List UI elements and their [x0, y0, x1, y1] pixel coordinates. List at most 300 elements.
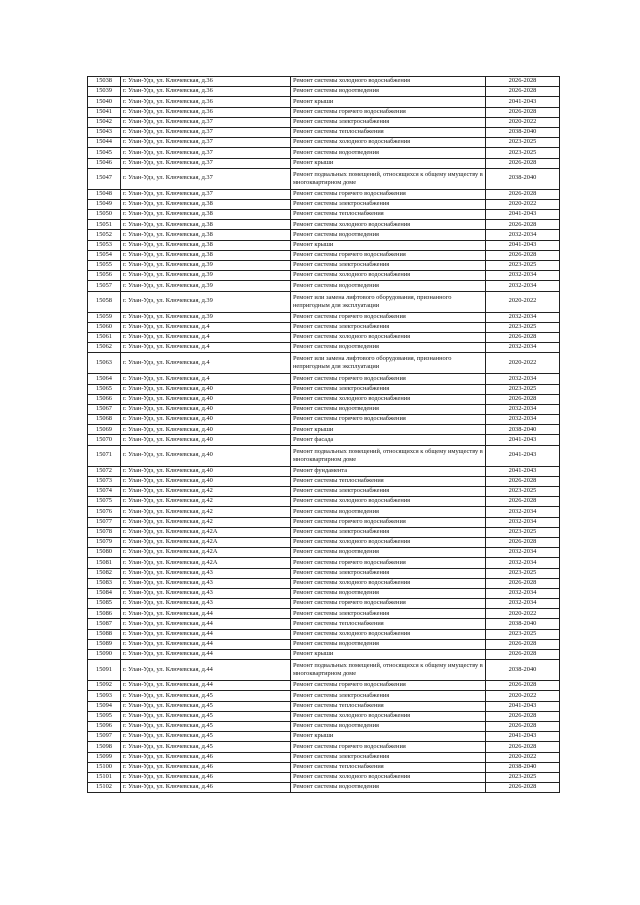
period-cell: 2032-2034: [486, 517, 560, 527]
period-cell: 2032-2034: [486, 281, 560, 291]
address-cell: г. Улан-Удэ, ул. Ключевская, д.42: [121, 517, 291, 527]
row-number: 15096: [88, 721, 121, 731]
period-cell: 2023-2025: [486, 261, 560, 271]
table-row: [88, 783, 560, 793]
address-cell: г. Улан-Удэ, ул. Ключевская, д.4: [121, 332, 291, 342]
row-number: 15102: [88, 783, 121, 793]
period-cell: 2032-2034: [486, 415, 560, 425]
address-cell: г. Улан-Удэ, ул. Ключевская, д.37: [121, 117, 291, 127]
row-number: 15048: [88, 189, 121, 199]
row-number: 15072: [88, 466, 121, 476]
work-type-cell: Ремонт системы электроснабжения: [291, 568, 486, 578]
address-cell: г. Улан-Удэ, ул. Ключевская, д.42: [121, 497, 291, 507]
table-row: [88, 537, 560, 547]
table-row: [88, 343, 560, 353]
row-number: 15089: [88, 639, 121, 649]
table-row: [88, 374, 560, 384]
address-cell: г. Улан-Удэ, ул. Ключевская, д.40: [121, 466, 291, 476]
period-cell: 2026-2028: [486, 107, 560, 117]
address-cell: г. Улан-Удэ, ул. Ключевская, д.38: [121, 250, 291, 260]
period-cell: 2023-2025: [486, 148, 560, 158]
period-cell: 2020-2022: [486, 291, 560, 312]
table-row: [88, 127, 560, 137]
address-cell: г. Улан-Удэ, ул. Ключевская, д.43: [121, 568, 291, 578]
row-number: 15064: [88, 374, 121, 384]
address-cell: г. Улан-Удэ, ул. Ключевская, д.42А: [121, 537, 291, 547]
address-cell: г. Улан-Удэ, ул. Ключевская, д.4: [121, 374, 291, 384]
table-row: [88, 548, 560, 558]
row-number: 15077: [88, 517, 121, 527]
row-number: 15076: [88, 507, 121, 517]
work-type-cell: Ремонт крыши: [291, 425, 486, 435]
row-number: 15098: [88, 742, 121, 752]
period-cell: 2041-2043: [486, 732, 560, 742]
work-type-cell: Ремонт системы холодного водоснабжения: [291, 711, 486, 721]
period-cell: 2032-2034: [486, 588, 560, 598]
period-cell: 2038-2040: [486, 660, 560, 681]
table-row: [88, 261, 560, 271]
period-cell: 2023-2025: [486, 322, 560, 332]
work-type-cell: Ремонт крыши: [291, 97, 486, 107]
row-number: 15100: [88, 762, 121, 772]
address-cell: г. Улан-Удэ, ул. Ключевская, д.36: [121, 87, 291, 97]
row-number: 15071: [88, 445, 121, 466]
table-row: [88, 312, 560, 322]
table-row: [88, 87, 560, 97]
work-type-cell: Ремонт системы электроснабжения: [291, 527, 486, 537]
work-type-cell: Ремонт системы холодного водоснабжения: [291, 772, 486, 782]
address-cell: г. Улан-Удэ, ул. Ключевская, д.4: [121, 322, 291, 332]
table-row: [88, 322, 560, 332]
work-type-cell: Ремонт системы водоотведения: [291, 507, 486, 517]
work-type-cell: Ремонт системы водоотведения: [291, 87, 486, 97]
work-type-cell: Ремонт системы горячего водоснабжения: [291, 517, 486, 527]
repair-schedule-table: [87, 76, 560, 793]
work-type-cell: Ремонт системы электроснабжения: [291, 752, 486, 762]
period-cell: 2041-2043: [486, 97, 560, 107]
period-cell: 2026-2028: [486, 189, 560, 199]
table-row: [88, 507, 560, 517]
period-cell: 2032-2034: [486, 558, 560, 568]
work-type-cell: Ремонт подвальных помещений, относящихся к общему имуществу в многоквартирном доме: [291, 445, 486, 466]
row-number: 15051: [88, 220, 121, 230]
work-type-cell: Ремонт системы горячего водоснабжения: [291, 599, 486, 609]
work-type-cell: Ремонт системы электроснабжения: [291, 487, 486, 497]
address-cell: г. Улан-Удэ, ул. Ключевская, д.42А: [121, 527, 291, 537]
work-type-cell: Ремонт системы водоотведения: [291, 639, 486, 649]
work-type-cell: Ремонт системы электроснабжения: [291, 609, 486, 619]
work-type-cell: Ремонт системы электроснабжения: [291, 322, 486, 332]
address-cell: г. Улан-Удэ, ул. Ключевская, д.40: [121, 394, 291, 404]
period-cell: 2041-2043: [486, 466, 560, 476]
period-cell: 2026-2028: [486, 681, 560, 691]
row-number: 15052: [88, 230, 121, 240]
period-cell: 2020-2022: [486, 199, 560, 209]
work-type-cell: Ремонт системы горячего водоснабжения: [291, 558, 486, 568]
table-row: [88, 148, 560, 158]
row-number: 15043: [88, 127, 121, 137]
work-type-cell: Ремонт системы теплоснабжения: [291, 127, 486, 137]
address-cell: г. Улан-Удэ, ул. Ключевская, д.37: [121, 158, 291, 168]
table-row: [88, 250, 560, 260]
row-number: 15045: [88, 148, 121, 158]
work-type-cell: Ремонт системы водоотведения: [291, 343, 486, 353]
period-cell: 2041-2043: [486, 445, 560, 466]
row-number: 15097: [88, 732, 121, 742]
address-cell: г. Улан-Удэ, ул. Ключевская, д.43: [121, 578, 291, 588]
table-row: [88, 639, 560, 649]
address-cell: г. Улан-Удэ, ул. Ключевская, д.40: [121, 476, 291, 486]
row-number: 15042: [88, 117, 121, 127]
work-type-cell: Ремонт системы электроснабжения: [291, 384, 486, 394]
period-cell: 2026-2028: [486, 220, 560, 230]
period-cell: 2026-2028: [486, 158, 560, 168]
period-cell: 2041-2043: [486, 435, 560, 445]
row-number: 15093: [88, 691, 121, 701]
address-cell: г. Улан-Удэ, ул. Ключевская, д.42: [121, 507, 291, 517]
period-cell: 2026-2028: [486, 711, 560, 721]
table-row: [88, 629, 560, 639]
period-cell: 2023-2025: [486, 487, 560, 497]
row-number: 15049: [88, 199, 121, 209]
row-number: 15069: [88, 425, 121, 435]
period-cell: 2041-2043: [486, 240, 560, 250]
work-type-cell: Ремонт системы холодного водоснабжения: [291, 271, 486, 281]
work-type-cell: Ремонт системы холодного водоснабжения: [291, 220, 486, 230]
row-number: 15060: [88, 322, 121, 332]
row-number: 15057: [88, 281, 121, 291]
work-type-cell: Ремонт системы горячего водоснабжения: [291, 189, 486, 199]
period-cell: 2038-2040: [486, 762, 560, 772]
table-row: [88, 742, 560, 752]
work-type-cell: Ремонт системы горячего водоснабжения: [291, 312, 486, 322]
table-row: [88, 752, 560, 762]
table-row: [88, 117, 560, 127]
work-type-cell: Ремонт системы теплоснабжения: [291, 619, 486, 629]
period-cell: 2026-2028: [486, 332, 560, 342]
row-number: 15095: [88, 711, 121, 721]
period-cell: 2041-2043: [486, 210, 560, 220]
row-number: 15055: [88, 261, 121, 271]
address-cell: г. Улан-Удэ, ул. Ключевская, д.40: [121, 415, 291, 425]
table-row: [88, 466, 560, 476]
work-type-cell: Ремонт системы горячего водоснабжения: [291, 107, 486, 117]
address-cell: г. Улан-Удэ, ул. Ключевская, д.36: [121, 77, 291, 87]
row-number: 15091: [88, 660, 121, 681]
period-cell: 2020-2022: [486, 752, 560, 762]
address-cell: г. Улан-Удэ, ул. Ключевская, д.39: [121, 261, 291, 271]
row-number: 15073: [88, 476, 121, 486]
work-type-cell: Ремонт системы электроснабжения: [291, 117, 486, 127]
address-cell: г. Улан-Удэ, ул. Ключевская, д.44: [121, 629, 291, 639]
table-row: [88, 415, 560, 425]
row-number: 15053: [88, 240, 121, 250]
work-type-cell: Ремонт крыши: [291, 650, 486, 660]
work-type-cell: Ремонт системы электроснабжения: [291, 199, 486, 209]
table-row: [88, 425, 560, 435]
period-cell: 2038-2040: [486, 619, 560, 629]
period-cell: 2038-2040: [486, 168, 560, 189]
address-cell: г. Улан-Удэ, ул. Ключевская, д.46: [121, 752, 291, 762]
address-cell: г. Улан-Удэ, ул. Ключевская, д.4: [121, 343, 291, 353]
work-type-cell: Ремонт подвальных помещений, относящихся к общему имуществу в многоквартирном доме: [291, 168, 486, 189]
period-cell: 2032-2034: [486, 374, 560, 384]
address-cell: г. Улан-Удэ, ул. Ключевская, д.40: [121, 435, 291, 445]
work-type-cell: Ремонт крыши: [291, 158, 486, 168]
row-number: 15080: [88, 548, 121, 558]
table-row: [88, 189, 560, 199]
period-cell: 2026-2028: [486, 783, 560, 793]
address-cell: г. Улан-Удэ, ул. Ключевская, д.38: [121, 240, 291, 250]
table-row: [88, 691, 560, 701]
table-row: [88, 138, 560, 148]
period-cell: 2026-2028: [486, 497, 560, 507]
table-row: [88, 588, 560, 598]
work-type-cell: Ремонт или замена лифтового оборудования, признанного непригодным для эксплуатации: [291, 353, 486, 374]
table-row: [88, 619, 560, 629]
period-cell: 2023-2025: [486, 138, 560, 148]
table-row: [88, 445, 560, 466]
row-number: 15040: [88, 97, 121, 107]
row-number: 15066: [88, 394, 121, 404]
work-type-cell: Ремонт фасада: [291, 435, 486, 445]
period-cell: 2023-2025: [486, 772, 560, 782]
work-type-cell: Ремонт системы электроснабжения: [291, 691, 486, 701]
work-type-cell: Ремонт системы теплоснабжения: [291, 476, 486, 486]
work-type-cell: Ремонт системы электроснабжения: [291, 261, 486, 271]
work-type-cell: Ремонт системы холодного водоснабжения: [291, 537, 486, 547]
period-cell: 2026-2028: [486, 639, 560, 649]
address-cell: г. Улан-Удэ, ул. Ключевская, д.4: [121, 353, 291, 374]
row-number: 15062: [88, 343, 121, 353]
address-cell: г. Улан-Удэ, ул. Ключевская, д.37: [121, 168, 291, 189]
work-type-cell: Ремонт системы холодного водоснабжения: [291, 77, 486, 87]
work-type-cell: Ремонт системы водоотведения: [291, 230, 486, 240]
row-number: 15101: [88, 772, 121, 782]
row-number: 15054: [88, 250, 121, 260]
work-type-cell: Ремонт системы теплоснабжения: [291, 210, 486, 220]
row-number: 15087: [88, 619, 121, 629]
address-cell: г. Улан-Удэ, ул. Ключевская, д.38: [121, 230, 291, 240]
row-number: 15094: [88, 701, 121, 711]
table-row: [88, 660, 560, 681]
table-row: [88, 353, 560, 374]
address-cell: г. Улан-Удэ, ул. Ключевская, д.46: [121, 783, 291, 793]
address-cell: г. Улан-Удэ, ул. Ключевская, д.36: [121, 107, 291, 117]
period-cell: 2026-2028: [486, 742, 560, 752]
table-row: [88, 497, 560, 507]
address-cell: г. Улан-Удэ, ул. Ключевская, д.44: [121, 660, 291, 681]
table-row: [88, 158, 560, 168]
address-cell: г. Улан-Удэ, ул. Ключевская, д.44: [121, 639, 291, 649]
table-row: [88, 291, 560, 312]
work-type-cell: Ремонт системы холодного водоснабжения: [291, 578, 486, 588]
table-row: [88, 527, 560, 537]
row-number: 15067: [88, 404, 121, 414]
table-row: [88, 721, 560, 731]
row-number: 15065: [88, 384, 121, 394]
period-cell: 2032-2034: [486, 230, 560, 240]
period-cell: 2032-2034: [486, 507, 560, 517]
table-row: [88, 281, 560, 291]
table-row: [88, 578, 560, 588]
row-number: 15081: [88, 558, 121, 568]
table-row: [88, 711, 560, 721]
row-number: 15046: [88, 158, 121, 168]
period-cell: 2032-2034: [486, 404, 560, 414]
address-cell: г. Улан-Удэ, ул. Ключевская, д.45: [121, 721, 291, 731]
table-row: [88, 394, 560, 404]
row-number: 15083: [88, 578, 121, 588]
period-cell: 2023-2025: [486, 568, 560, 578]
period-cell: 2026-2028: [486, 537, 560, 547]
address-cell: г. Улан-Удэ, ул. Ключевская, д.39: [121, 312, 291, 322]
row-number: 15061: [88, 332, 121, 342]
period-cell: 2026-2028: [486, 77, 560, 87]
row-number: 15086: [88, 609, 121, 619]
work-type-cell: Ремонт системы горячего водоснабжения: [291, 681, 486, 691]
work-type-cell: Ремонт фундамента: [291, 466, 486, 476]
table-row: [88, 599, 560, 609]
work-type-cell: Ремонт системы холодного водоснабжения: [291, 332, 486, 342]
table-row: [88, 199, 560, 209]
work-type-cell: Ремонт системы теплоснабжения: [291, 701, 486, 711]
row-number: 15050: [88, 210, 121, 220]
work-type-cell: Ремонт системы водоотведения: [291, 404, 486, 414]
address-cell: г. Улан-Удэ, ул. Ключевская, д.37: [121, 127, 291, 137]
period-cell: 2026-2028: [486, 650, 560, 660]
row-number: 15059: [88, 312, 121, 322]
address-cell: г. Улан-Удэ, ул. Ключевская, д.42А: [121, 558, 291, 568]
period-cell: 2026-2028: [486, 578, 560, 588]
address-cell: г. Улан-Удэ, ул. Ключевская, д.36: [121, 97, 291, 107]
table-row: [88, 271, 560, 281]
work-type-cell: Ремонт системы водоотведения: [291, 148, 486, 158]
work-type-cell: Ремонт крыши: [291, 240, 486, 250]
address-cell: г. Улан-Удэ, ул. Ключевская, д.42А: [121, 548, 291, 558]
row-number: 15058: [88, 291, 121, 312]
address-cell: г. Улан-Удэ, ул. Ключевская, д.46: [121, 762, 291, 772]
table-body: [88, 77, 560, 793]
address-cell: г. Улан-Удэ, ул. Ключевская, д.44: [121, 619, 291, 629]
work-type-cell: Ремонт системы горячего водоснабжения: [291, 250, 486, 260]
table-row: [88, 762, 560, 772]
address-cell: г. Улан-Удэ, ул. Ключевская, д.39: [121, 281, 291, 291]
address-cell: г. Улан-Удэ, ул. Ключевская, д.37: [121, 189, 291, 199]
table-row: [88, 609, 560, 619]
period-cell: 2020-2022: [486, 117, 560, 127]
work-type-cell: Ремонт системы холодного водоснабжения: [291, 497, 486, 507]
address-cell: г. Улан-Удэ, ул. Ключевская, д.37: [121, 138, 291, 148]
work-type-cell: Ремонт системы теплоснабжения: [291, 762, 486, 772]
table-row: [88, 772, 560, 782]
period-cell: 2026-2028: [486, 394, 560, 404]
table-row: [88, 650, 560, 660]
row-number: 15039: [88, 87, 121, 97]
period-cell: 2032-2034: [486, 343, 560, 353]
period-cell: 2020-2022: [486, 609, 560, 619]
table-row: [88, 558, 560, 568]
row-number: 15085: [88, 599, 121, 609]
period-cell: 2026-2028: [486, 87, 560, 97]
address-cell: г. Улан-Удэ, ул. Ключевская, д.45: [121, 742, 291, 752]
period-cell: 2032-2034: [486, 599, 560, 609]
work-type-cell: Ремонт системы холодного водоснабжения: [291, 138, 486, 148]
address-cell: г. Улан-Удэ, ул. Ключевская, д.43: [121, 588, 291, 598]
address-cell: г. Улан-Удэ, ул. Ключевская, д.39: [121, 291, 291, 312]
table-row: [88, 220, 560, 230]
table-row: [88, 435, 560, 445]
table-row: [88, 701, 560, 711]
table-row: [88, 97, 560, 107]
table-row: [88, 732, 560, 742]
period-cell: 2026-2028: [486, 721, 560, 731]
work-type-cell: Ремонт подвальных помещений, относящихся к общему имуществу в многоквартирном доме: [291, 660, 486, 681]
row-number: 15092: [88, 681, 121, 691]
period-cell: 2023-2025: [486, 384, 560, 394]
table-row: [88, 230, 560, 240]
table-row: [88, 568, 560, 578]
address-cell: г. Улан-Удэ, ул. Ключевская, д.42: [121, 487, 291, 497]
work-type-cell: Ремонт системы холодного водоснабжения: [291, 394, 486, 404]
address-cell: г. Улан-Удэ, ул. Ключевская, д.38: [121, 220, 291, 230]
row-number: 15063: [88, 353, 121, 374]
table-row: [88, 240, 560, 250]
table-row: [88, 404, 560, 414]
work-type-cell: Ремонт системы горячего водоснабжения: [291, 374, 486, 384]
address-cell: г. Улан-Удэ, ул. Ключевская, д.39: [121, 271, 291, 281]
work-type-cell: Ремонт или замена лифтового оборудования, признанного непригодным для эксплуатации: [291, 291, 486, 312]
work-type-cell: Ремонт крыши: [291, 732, 486, 742]
work-type-cell: Ремонт системы холодного водоснабжения: [291, 629, 486, 639]
table-row: [88, 487, 560, 497]
row-number: 15078: [88, 527, 121, 537]
period-cell: 2032-2034: [486, 548, 560, 558]
row-number: 15090: [88, 650, 121, 660]
address-cell: г. Улан-Удэ, ул. Ключевская, д.40: [121, 445, 291, 466]
period-cell: 2023-2025: [486, 527, 560, 537]
work-type-cell: Ремонт системы водоотведения: [291, 783, 486, 793]
row-number: 15038: [88, 77, 121, 87]
address-cell: г. Улан-Удэ, ул. Ключевская, д.45: [121, 711, 291, 721]
address-cell: г. Улан-Удэ, ул. Ключевская, д.37: [121, 148, 291, 158]
row-number: 15070: [88, 435, 121, 445]
period-cell: 2026-2028: [486, 250, 560, 260]
row-number: 15044: [88, 138, 121, 148]
period-cell: 2026-2028: [486, 476, 560, 486]
period-cell: 2020-2022: [486, 691, 560, 701]
period-cell: 2038-2040: [486, 425, 560, 435]
period-cell: 2038-2040: [486, 127, 560, 137]
table-row: [88, 681, 560, 691]
address-cell: г. Улан-Удэ, ул. Ключевская, д.46: [121, 772, 291, 782]
address-cell: г. Улан-Удэ, ул. Ключевская, д.40: [121, 384, 291, 394]
address-cell: г. Улан-Удэ, ул. Ключевская, д.38: [121, 210, 291, 220]
period-cell: 2041-2043: [486, 701, 560, 711]
row-number: 15047: [88, 168, 121, 189]
work-type-cell: Ремонт системы горячего водоснабжения: [291, 415, 486, 425]
row-number: 15099: [88, 752, 121, 762]
row-number: 15075: [88, 497, 121, 507]
address-cell: г. Улан-Удэ, ул. Ключевская, д.38: [121, 199, 291, 209]
row-number: 15079: [88, 537, 121, 547]
table-row: [88, 107, 560, 117]
work-type-cell: Ремонт системы горячего водоснабжения: [291, 742, 486, 752]
address-cell: г. Улан-Удэ, ул. Ключевская, д.44: [121, 681, 291, 691]
period-cell: 2023-2025: [486, 629, 560, 639]
address-cell: г. Улан-Удэ, ул. Ключевская, д.40: [121, 404, 291, 414]
row-number: 15056: [88, 271, 121, 281]
